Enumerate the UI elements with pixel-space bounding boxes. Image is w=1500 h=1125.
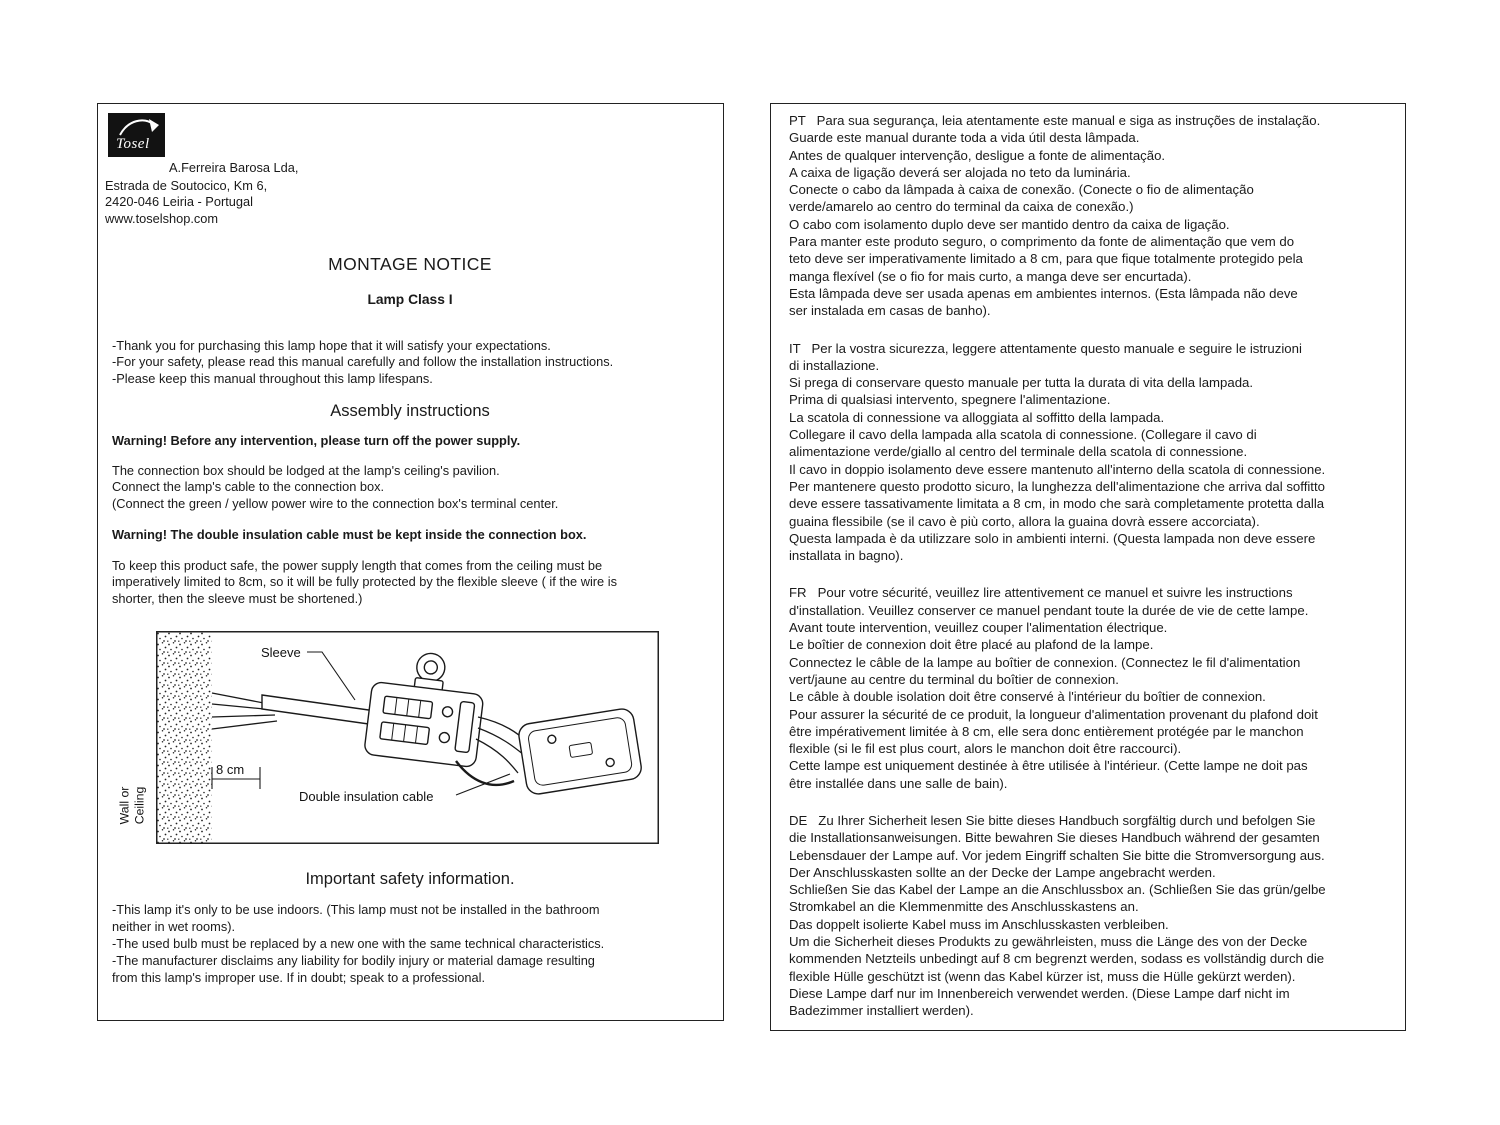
fr-line: Connectez le câble de la lampe au boîtier de connexion. (Connectez le fil d'alimentation bbox=[789, 654, 1301, 670]
de-line: Das doppelt isolierte Kabel muss im Anschlusskasten verbleiben. bbox=[789, 916, 1169, 932]
it-line: IT Per la vostra sicurezza, leggere attentamente questo manuale e seguire le istruzioni bbox=[789, 340, 1302, 356]
instruction-line: The connection box should be lodged at the lamp's ceiling's pavilion. bbox=[112, 462, 500, 478]
de-line: Lebensdauer der Lampe auf. Vor jedem Eingriff schalten Sie bitte die Stromversorgung aus. bbox=[789, 847, 1325, 863]
fr-line: FR Pour votre sécurité, veuillez lire attentivement ce manuel et suivre les instructions bbox=[789, 585, 1293, 601]
safety-line: neither in wet rooms). bbox=[112, 919, 236, 935]
language-section-pt bbox=[789, 112, 1399, 320]
fr-line: Avant toute intervention, veuillez couper l'alimentation électrique. bbox=[789, 620, 1168, 636]
de-line: Stromkabel an die Klemmenmitte des Anschlusskastens an. bbox=[789, 899, 1139, 915]
pt-line: Guarde este manual durante toda a vida útil desta lâmpada. bbox=[789, 130, 1140, 146]
it-line: Il cavo in doppio isolamento deve essere mantenuto all'interno della scatola di connessione. bbox=[789, 461, 1326, 477]
wall-ceiling-label bbox=[118, 776, 147, 836]
address-line: 2420-046 Leiria - Portugal bbox=[105, 194, 253, 210]
pt-line: O cabo com isolamento duplo deve ser mantido dentro da caixa de ligação. bbox=[789, 216, 1230, 232]
diagram-illustration bbox=[156, 631, 659, 844]
pt-line: A caixa de ligação deverá ser alojada no teto da luminária. bbox=[789, 164, 1131, 180]
insulation-warning: Warning! The double insulation cable must be kept inside the connection box. bbox=[112, 527, 587, 543]
it-line: Prima di qualsiasi intervento, spegnere l'alimentazione. bbox=[789, 392, 1111, 408]
left-panel bbox=[97, 103, 724, 1021]
it-line: Si prega di conservare questo manuale per tutta la durata di vita della lampada. bbox=[789, 375, 1254, 391]
sleeve-label: Sleeve bbox=[261, 645, 301, 661]
note-line: imperatively limited to 8cm, so it will be fully protected by the flexible sleeve ( if the wire is bbox=[112, 574, 617, 590]
safety-heading: Important safety information. bbox=[305, 870, 515, 889]
address-line: Estrada de Soutocico, Km 6, bbox=[105, 178, 268, 193]
company-address bbox=[105, 178, 715, 227]
it-line: La scatola di connessione va alloggiata al soffitto della lampada. bbox=[789, 409, 1165, 425]
de-line: Der Anschlusskasten sollte an der Decke der Lampe angebracht werden. bbox=[789, 864, 1216, 880]
fr-line: d'installation. Veuillez conserver ce manuel pendant toute la durée de vie de cette lampe. bbox=[789, 602, 1309, 618]
language-section-fr bbox=[789, 584, 1399, 792]
pt-line: ser instalada em casas de banho). bbox=[789, 303, 991, 319]
wall-section bbox=[158, 633, 212, 843]
instruction-line: (Connect the green / yellow power wire to the connection box's terminal center. bbox=[112, 495, 559, 511]
power-warning: Warning! Before any intervention, please turn off the power supply. bbox=[112, 433, 521, 449]
fr-line: flexible (si le fil est plus court, alors le manchon doit être raccourci). bbox=[789, 741, 1182, 757]
fr-line: Pour assurer la sécurité de ce produit, la longueur d'alimentation provenant du plafond doit bbox=[789, 706, 1318, 722]
brand-text: Tosel bbox=[116, 136, 150, 152]
it-line: installata in bagno). bbox=[789, 548, 904, 564]
it-line: deve essere tassativamente limitata a 8 cm, in modo che sarà completamente protetta dalla bbox=[789, 496, 1325, 512]
instruction-line: Connect the lamp's cable to the connection box. bbox=[112, 479, 385, 495]
pt-line: Esta lâmpada deve ser usada apenas em ambientes internos. (Esta lâmpada não deve bbox=[789, 285, 1298, 301]
wall-label-line: Ceiling bbox=[132, 787, 146, 825]
lamp-class-subtitle: Lamp Class I bbox=[367, 291, 453, 307]
page-title: MONTAGE NOTICE bbox=[328, 253, 492, 274]
fr-line: être installée dans une salle de bain). bbox=[789, 775, 1008, 791]
it-line: Questa lampada è da utilizzare solo in ambienti interni. (Questa lampada non deve essere bbox=[789, 530, 1316, 546]
de-line: DE Zu Ihrer Sicherheit lesen Sie bitte dieses Handbuch sorgfältig durch und befolgen Sie bbox=[789, 812, 1316, 828]
cable-label: Double insulation cable bbox=[299, 789, 434, 805]
pt-line: Para manter este produto seguro, o comprimento da fonte de alimentação que vem do bbox=[789, 234, 1295, 250]
fr-line: Le câble à double isolation doit être conservé à l'intérieur du boîtier de connexion. bbox=[789, 689, 1266, 705]
pt-line: Antes de qualquer intervenção, desligue a fonte de alimentação. bbox=[789, 147, 1166, 163]
pt-line: Conecte o cabo da lâmpada à caixa de conexão. (Conecte o fio de alimentação bbox=[789, 182, 1254, 198]
de-line: flexible Hülle geschützt ist (wenn das Kabel kürzer ist, muss die Hülle gekürzt werden). bbox=[789, 968, 1296, 984]
intro-line: -Thank you for purchasing this lamp hope that it will satisfy your expectations. bbox=[112, 337, 551, 353]
intro-text bbox=[112, 338, 715, 388]
pt-line: manga flexível (se o fio for mais curto, a manga deve ser encurtada). bbox=[789, 268, 1192, 284]
cable-length-note bbox=[112, 558, 715, 608]
it-line: di installazione. bbox=[789, 357, 880, 373]
fr-line: être impérativement limitée à 8 cm, elle sera donc entièrement protégée par le manchon bbox=[789, 723, 1304, 739]
language-section-de bbox=[789, 812, 1399, 1020]
company-name: A.Ferreira Barosa Lda, bbox=[169, 160, 299, 175]
safety-text bbox=[112, 901, 715, 986]
safety-line: -The used bulb must be replaced by a new one with the same technical characteristics. bbox=[112, 936, 605, 952]
intro-line: -For your safety, please read this manual carefully and follow the installation instructions. bbox=[112, 354, 614, 370]
fr-line: Le boîtier de connexion doit être placé au plafond de la lampe. bbox=[789, 637, 1154, 653]
it-line: alimentazione verde/giallo al centro del terminale della scatola di connessione. bbox=[789, 444, 1248, 460]
safety-line: from this lamp's improper use. If in doubt; speak to a professional. bbox=[112, 970, 486, 986]
right-panel bbox=[770, 103, 1406, 1031]
dimension-label: 8 cm bbox=[216, 762, 245, 778]
pt-line: teto deve ser imperativamente limitado a 8 cm, para que fique totalmente protegido pela bbox=[789, 251, 1303, 267]
pt-line: verde/amarelo ao centro do terminal da caixa de conexão.) bbox=[789, 199, 1134, 215]
wall-label-line: Wall or bbox=[117, 786, 132, 825]
language-section-it bbox=[789, 340, 1399, 565]
it-line: Collegare il cavo della lampada alla scatola di connessione. (Collegare il cavo di bbox=[789, 427, 1257, 443]
fr-line: Cette lampe est uniquement destinée à être utilisée à l'intérieur. (Cette lampe ne doit pas bbox=[789, 758, 1308, 774]
it-line: Per mantenere questo prodotto sicuro, la lunghezza dell'alimentazione che arriva dal soffitto bbox=[789, 478, 1325, 494]
it-line: guaina flessibile (se il cavo è più corto, allora la guaina dovrà essere accorciata). bbox=[789, 513, 1260, 529]
de-line: kommenden Netzteils unbedingt auf 8 cm begrenzt werden, sodass es vollständig durch die bbox=[789, 951, 1325, 967]
intro-line: -Please keep this manual throughout this lamp lifespans. bbox=[112, 370, 433, 386]
assembly-heading: Assembly instructions bbox=[330, 402, 490, 421]
note-line: shorter, then the sleeve must be shortened.) bbox=[112, 590, 363, 606]
de-line: Diese Lampe darf nur im Innenbereich verwendet werden. (Diese Lampe darf nicht im bbox=[789, 985, 1290, 1001]
note-line: To keep this product safe, the power supply length that comes from the ceiling must be bbox=[112, 557, 603, 573]
de-line: die Installationsanweisungen. Bitte bewahren Sie dieses Handbuch während der gesamten bbox=[789, 830, 1320, 846]
assembly-diagram bbox=[117, 631, 659, 844]
safety-line: -This lamp it's only to be use indoors. (This lamp must not be installed in the bathroom bbox=[112, 902, 600, 918]
fr-line: vert/jaune au centre du terminal du boîtier de connexion. bbox=[789, 671, 1119, 687]
tosel-logo bbox=[108, 113, 165, 157]
de-line: Badezimmer installiert werden). bbox=[789, 1003, 974, 1019]
de-line: Schließen Sie das Kabel der Lampe an die Anschlussbox an. (Schließen Sie das grün/gelbe bbox=[789, 882, 1326, 898]
connection-instructions bbox=[112, 463, 715, 513]
safety-line: -The manufacturer disclaims any liability for bodily injury or material damage resulting bbox=[112, 953, 595, 969]
address-line: www.toselshop.com bbox=[105, 210, 219, 226]
de-line: Um die Sicherheit dieses Produkts zu gewährleisten, muss die Länge des von der Decke bbox=[789, 934, 1308, 950]
pt-line: PT Para sua segurança, leia atentamente este manual e siga as instruções de instalação. bbox=[789, 113, 1321, 128]
